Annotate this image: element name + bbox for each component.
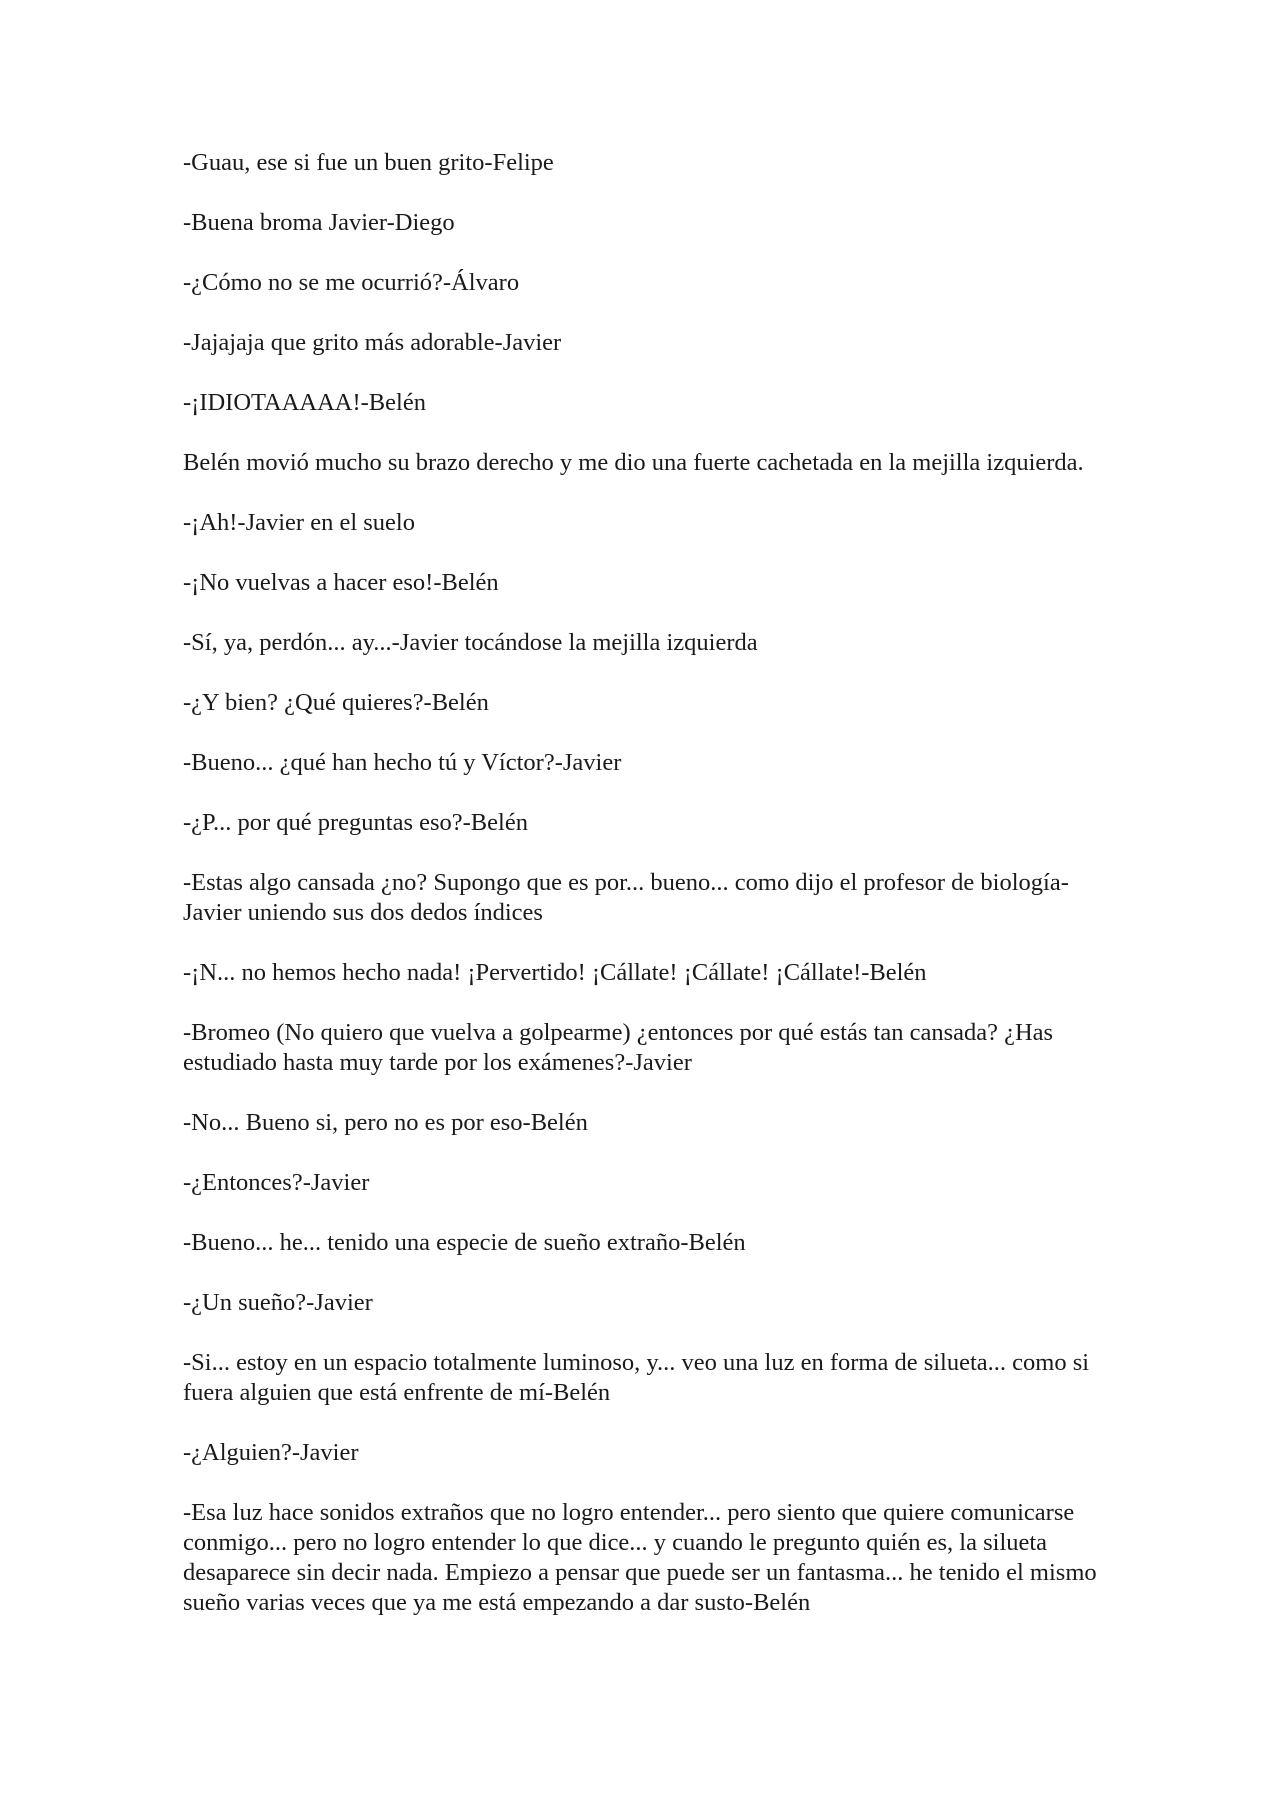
- paragraph: -¡N... no hemos hecho nada! ¡Pervertido! ¡Cállate! ¡Cállate! ¡Cállate!-Belén: [183, 959, 927, 986]
- paragraph: -Esa luz hace sonidos extraños que no logro entender... pero siento que quiere comunicarse conmigo... pero no logro entender lo que dice... y cuando le pregunto quién es, la silueta desaparece sin decir nada. Empiezo a pensar que puede ser un fantasma... he tenido el mismo sueño varias veces que ya me está empezando a dar susto-Belén: [183, 1499, 1097, 1616]
- paragraph: -¿Y bien? ¿Qué quieres?-Belén: [183, 689, 489, 716]
- paragraph: -¡IDIOTAAAAA!-Belén: [183, 389, 426, 416]
- paragraph: -Jajajaja que grito más adorable-Javier: [183, 329, 562, 356]
- document-body: [183, 148, 1113, 1648]
- paragraph: -Si... estoy en un espacio totalmente luminoso, y... veo una luz en forma de silueta... como si fuera alguien que está enfrente de mí-Belén: [183, 1349, 1090, 1406]
- paragraph: -¡Ah!-Javier en el suelo: [183, 509, 415, 536]
- paragraph: -Bueno... ¿qué han hecho tú y Víctor?-Javier: [183, 749, 622, 776]
- paragraph: -Buena broma Javier-Diego: [183, 209, 455, 236]
- paragraph: -¿Entonces?-Javier: [183, 1169, 370, 1196]
- paragraph: -¿Un sueño?-Javier: [183, 1289, 373, 1316]
- paragraph: -¿Cómo no se me ocurrió?-Álvaro: [183, 269, 520, 296]
- paragraph: -Sí, ya, perdón... ay...-Javier tocándose la mejilla izquierda: [183, 629, 758, 656]
- paragraph: -Bueno... he... tenido una especie de sueño extraño-Belén: [183, 1229, 746, 1256]
- paragraph: -¡No vuelvas a hacer eso!-Belén: [183, 569, 499, 596]
- paragraph: -Estas algo cansada ¿no? Supongo que es por... bueno... como dijo el profesor de biología-Javier uniendo sus dos dedos índices: [183, 869, 1069, 926]
- paragraph: -Bromeo (No quiero que vuelva a golpearme) ¿entonces por qué estás tan cansada? ¿Has estudiado hasta muy tarde por los exámenes?-Javier: [183, 1019, 1054, 1076]
- paragraph: -¿P... por qué preguntas eso?-Belén: [183, 809, 528, 836]
- paragraph: Belén movió mucho su brazo derecho y me dio una fuerte cachetada en la mejilla izquierda.: [183, 449, 1084, 476]
- paragraph: -Guau, ese si fue un buen grito-Felipe: [183, 149, 554, 176]
- paragraph: -No... Bueno si, pero no es por eso-Belén: [183, 1109, 588, 1136]
- paragraph: -¿Alguien?-Javier: [183, 1439, 359, 1466]
